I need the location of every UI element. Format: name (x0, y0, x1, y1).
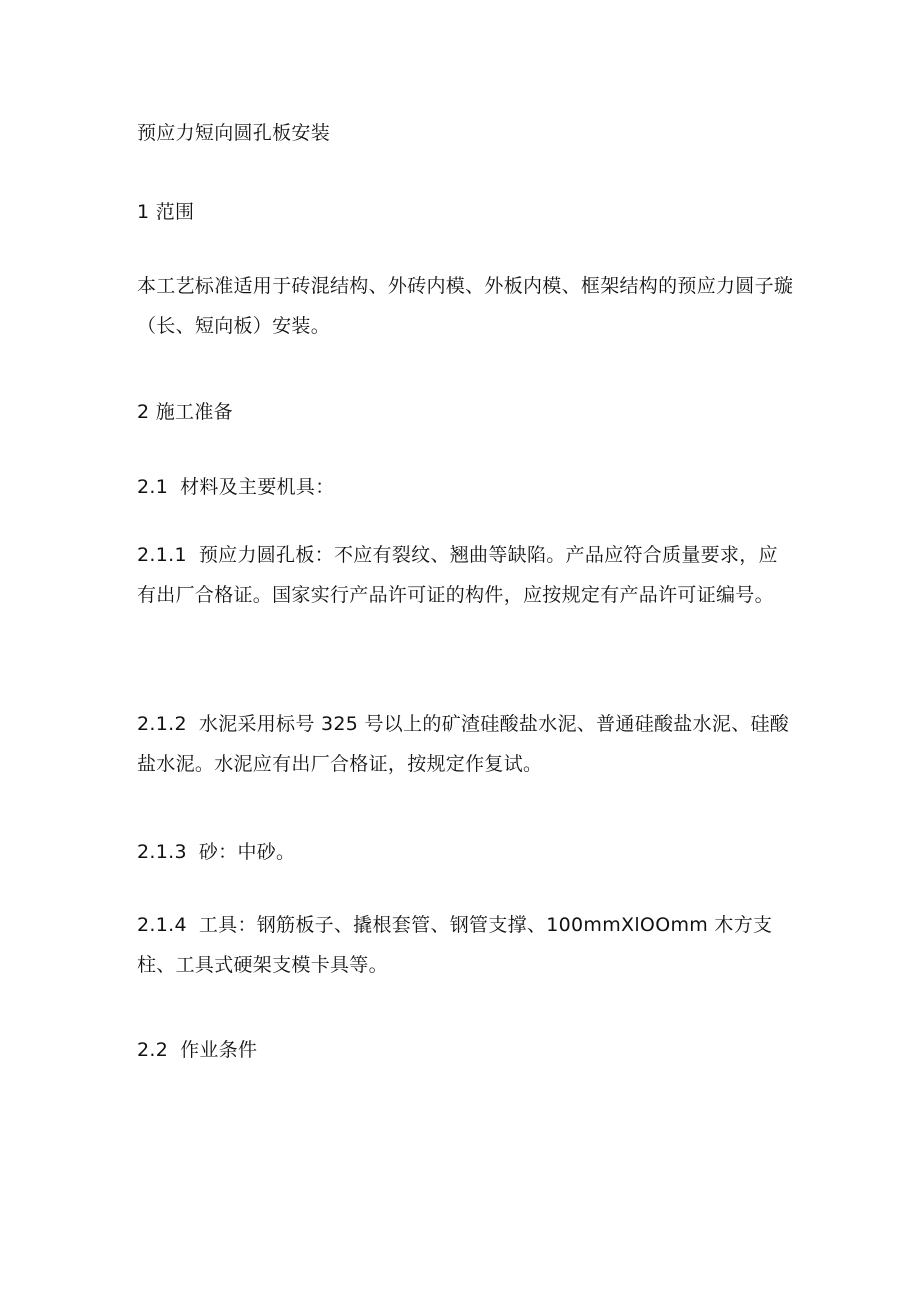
clause-2-1-2 (137, 704, 797, 784)
clause-number: 2.1.4 (137, 914, 187, 936)
clause-2-1-4 (137, 905, 797, 985)
clause-number: 2.1.2 (137, 713, 187, 735)
clause-text: 作业条件 (180, 1039, 258, 1061)
clause-text: 预应力圆孔板：不应有裂纹、翘曲等缺陷。产品应符合质量要求，应有出厂合格证。国家实行产品许可证的构件，应按规定有产品许可证编号。 (137, 544, 778, 606)
clause-number: 2.2 (137, 1039, 169, 1061)
clause-text: 水泥采用标号 325 号以上的矿渣硅酸盐水泥、普通硅酸盐水泥、硅酸盐水泥。水泥应有出厂合格证，按规定作复试。 (137, 713, 790, 775)
section-heading-scope: 1 范围 (137, 201, 195, 223)
clause-number: 2.1.3 (137, 841, 187, 863)
clause-text: 工具：钢筋板子、撬根套管、钢管支撑、100mmXlOOmm 木方支柱、工具式硬架支模卡具等。 (137, 914, 773, 976)
clause-2-1 (137, 467, 797, 507)
paragraph-scope-body: 本工艺标准适用于砖混结构、外砖内模、外板内模、框架结构的预应力圆子璇（长、短向板）安装。 (137, 275, 794, 337)
clause-2-2 (137, 1030, 797, 1070)
clause-number: 2.1.1 (137, 544, 187, 566)
section-heading-preparation: 2 施工准备 (137, 401, 233, 423)
document-title: 预应力短向圆孔板安装 (137, 122, 331, 144)
clause-text: 材料及主要机具： (180, 476, 335, 498)
clause-text: 砂：中砂。 (198, 841, 296, 863)
clause-2-1-3 (137, 832, 797, 872)
clause-2-1-1 (137, 535, 797, 615)
clause-number: 2.1 (137, 476, 169, 498)
